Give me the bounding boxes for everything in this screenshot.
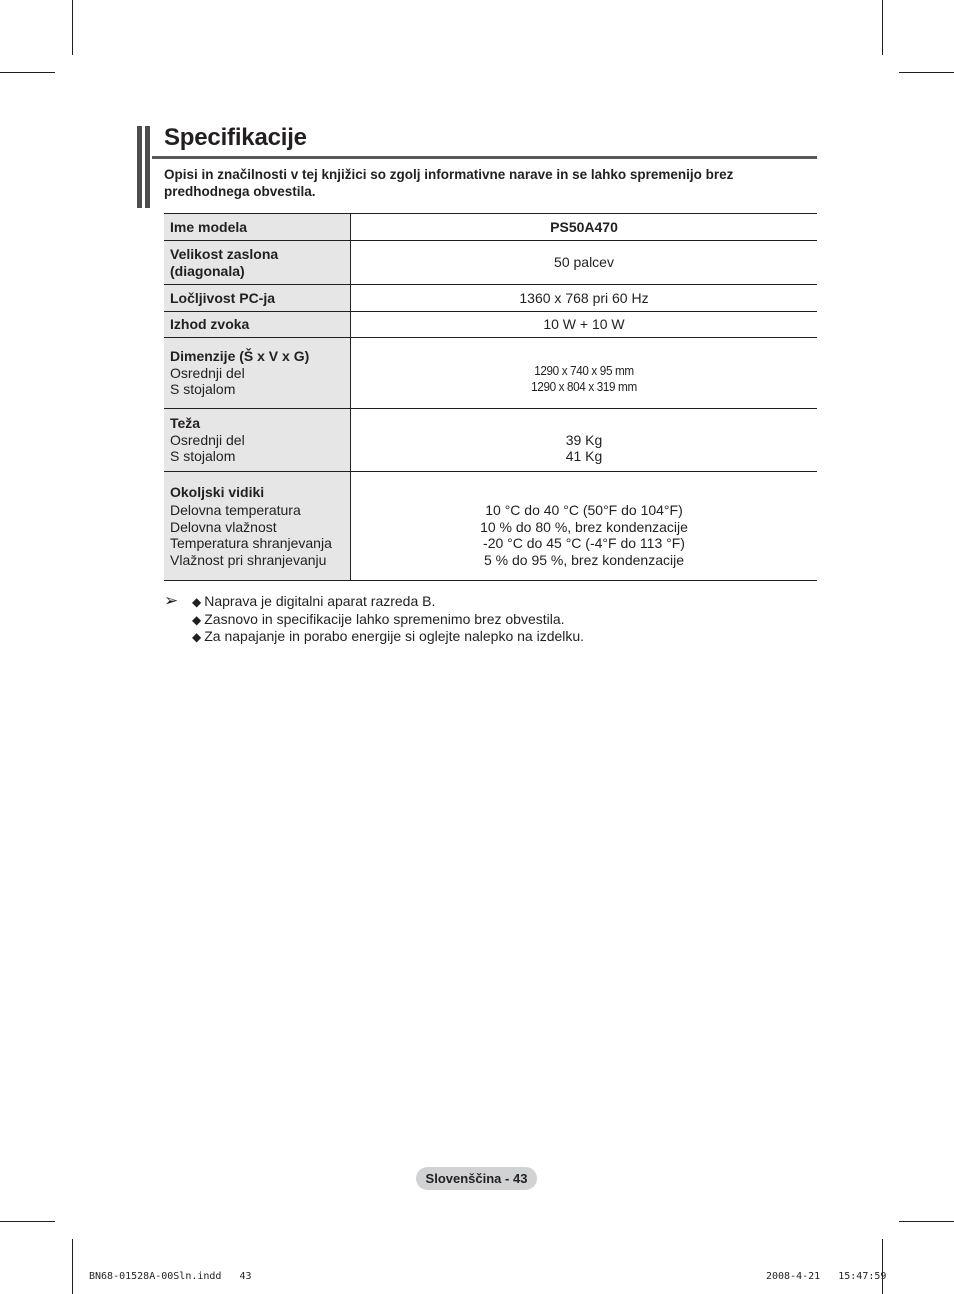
weight-sub-body: Osrednji del <box>170 431 245 448</box>
crop-mark <box>882 1239 883 1294</box>
weight-label: Teža <box>170 415 201 432</box>
crop-mark <box>72 1239 73 1294</box>
table-row <box>164 338 817 409</box>
spec-table <box>164 213 817 581</box>
environment-label-cell <box>164 472 351 581</box>
intro-text: Opisi in značilnosti v tej knjižici so zgolj informativne narave in se lahko spremenijo brez predhodnega obvestila. <box>164 167 734 199</box>
dimensions-label: Dimenzije (Š x V x G) <box>170 348 310 365</box>
dimensions-value-stand: 1290 x 804 x 319 mm <box>531 379 637 394</box>
dimensions-value-body: 1290 x 740 x 95 mm <box>534 362 634 378</box>
environment-sub-storage-temp: Temperatura shranjevanja <box>170 535 332 552</box>
environment-sub-storage-humidity: Vlažnost pri shranjevanju <box>170 551 327 568</box>
weight-value-body: 39 Kg <box>565 431 603 448</box>
file-slug: BN68-01528A-00Sln.indd 43 <box>89 1271 252 1282</box>
crop-mark <box>0 1221 55 1222</box>
screen-size-label: Velikost zaslona (diagonala) <box>164 241 351 285</box>
weight-sub-stand: S stojalom <box>170 448 236 465</box>
dimensions-sub-body: Osrednji del <box>170 364 245 381</box>
weight-value-cell <box>351 409 818 472</box>
environment-value-cell <box>351 472 818 581</box>
model-value: PS50A470 <box>351 214 818 241</box>
environment-sub-op-humidity: Delovna vlažnost <box>170 518 277 535</box>
title-rule <box>152 156 817 159</box>
title-decoration <box>137 126 151 208</box>
dimensions-sub-stand: S stojalom <box>170 381 236 398</box>
table-row <box>164 409 817 472</box>
table-row <box>164 285 817 312</box>
crop-mark <box>882 0 883 55</box>
weight-label-cell <box>164 409 351 472</box>
table-row <box>164 241 817 285</box>
diamond-bullet-icon: ◆ <box>192 612 202 627</box>
model-label: Ime modela <box>164 214 351 241</box>
dimensions-label-cell <box>164 338 351 409</box>
environment-value-op-humidity: 10 % do 80 %, brez kondenzacije <box>480 518 688 535</box>
environment-value-storage-humidity: 5 % do 95 %, brez kondenzacije <box>483 551 684 568</box>
list-item <box>192 628 584 646</box>
crop-mark <box>899 1221 954 1222</box>
screen-size-value: 50 palcev <box>351 241 818 285</box>
print-timestamp: 2008-4-21 15:47:59 <box>766 1271 887 1282</box>
list-item <box>192 593 584 611</box>
list-item <box>192 611 584 629</box>
title-bar <box>137 126 142 208</box>
crop-mark <box>0 72 55 73</box>
crop-mark <box>899 72 954 73</box>
page-title: Specifikacije <box>164 124 307 151</box>
pc-resolution-value: 1360 x 768 pri 60 Hz <box>351 285 818 312</box>
note-text: Zasnovo in specifikacije lahko spremenimo brez obvestila. <box>204 610 565 627</box>
pc-resolution-label: Ločljivost PC-ja <box>164 285 351 312</box>
sound-output-value: 10 W + 10 W <box>351 312 818 338</box>
note-arrow-icon: ➢ <box>164 591 179 610</box>
weight-value-stand: 41 Kg <box>565 448 603 464</box>
sound-output-label: Izhod zvoka <box>164 312 351 338</box>
diamond-bullet-icon: ◆ <box>192 595 202 609</box>
note-list <box>164 593 584 646</box>
environment-sub-op-temp: Delovna temperatura <box>170 502 301 519</box>
environment-value-storage-temp: -20 °C do 45 °C (-4°F do 113 °F) <box>483 535 685 551</box>
note-text: Naprava je digitalni aparat razreda B. <box>204 593 436 609</box>
notes <box>164 593 584 646</box>
crop-mark <box>72 0 73 55</box>
diamond-bullet-icon: ◆ <box>192 630 202 644</box>
note-text: Za napajanje in porabo energije si oglejte nalepko na izdelku. <box>204 628 585 644</box>
environment-label: Okoljski vidiki <box>170 483 265 500</box>
page-number-badge: Slovenščina - 43 <box>416 1167 537 1190</box>
table-row <box>164 214 817 241</box>
title-bar <box>145 126 150 208</box>
table-row <box>164 312 817 338</box>
environment-value-op-temp: 10 °C do 40 °C (50°F do 104°F) <box>485 502 683 518</box>
dimensions-value-cell <box>351 338 818 409</box>
table-row <box>164 472 817 581</box>
